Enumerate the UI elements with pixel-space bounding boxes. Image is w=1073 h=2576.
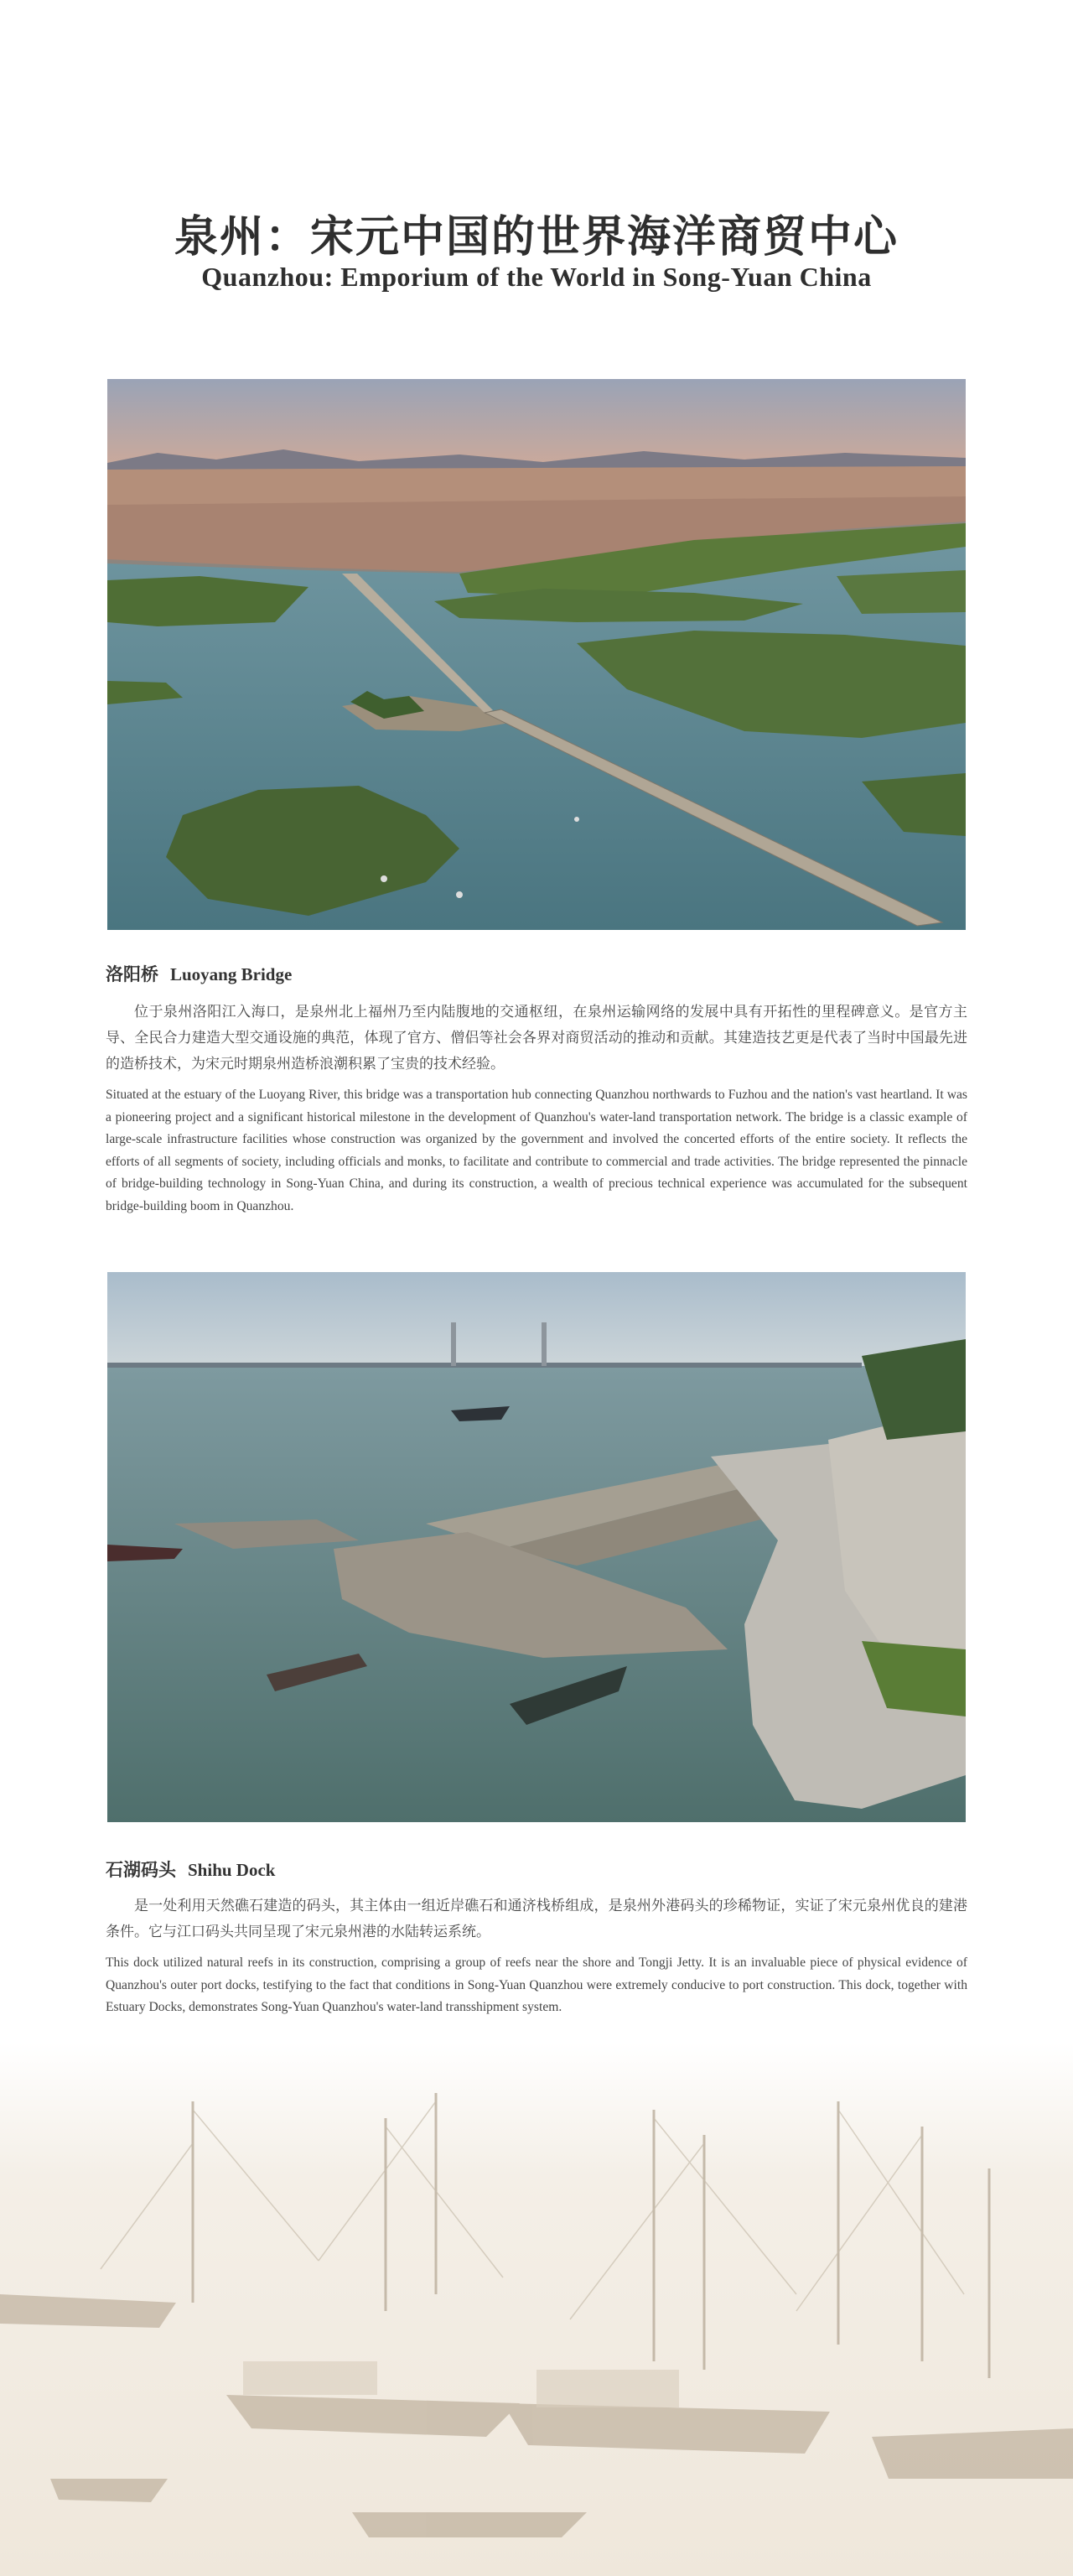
section-title-luoyang — [106, 961, 292, 986]
section-title-en: Shihu Dock — [188, 1860, 276, 1880]
luoyang-description-zh: 位于泉州洛阳江入海口，是泉州北上福州乃至内陆腹地的交通枢纽，在泉州运输网络的发展中具有开拓性的里程碑意义。是官方主导、全民合力建造大型交通设施的典范，体现了官方、僧侣等社会各界对商贸活动的推动和贡献。其建造技艺更是代表了当时中国最先进的造桥技术，为宋元时期泉州造桥浪潮积累了宝贵的技术经验。 — [106, 1004, 967, 1072]
section-title-zh: 石湖码头 — [106, 1859, 176, 1880]
harbor-ink-painting — [0, 2043, 1073, 2576]
section-title-en: Luoyang Bridge — [170, 964, 293, 984]
section-title-zh: 洛阳桥 — [106, 963, 158, 984]
luoyang-description-en: Situated at the estuary of the Luoyang River, this bridge was a transportation hub connecting Quanzhou northwards to Fuzhou and the nation's vast heartland. It was a pioneering project and a significant historical milestone in the development of Quanzhou's water-land transportation network. The bridge is a classic example of large-scale infrastructure facilities whose construction was organized by the government and involved the concerted efforts of the entire society. It reflects the efforts of all segments of society, including officials and monks, to facilitate and contribute to commercial and trade activities. The bridge represented the pinnacle of bridge-building technology in Song-Yuan China, and during its construction, a wealth of precious technical experience was accumulated for the subsequent bridge-building boom in Quanzhou. — [106, 1088, 967, 1213]
shihu-description-en: This dock utilized natural reefs in its construction, comprising a group of reefs near the shore and Tongji Jetty. It is an invaluable piece of physical evidence of Quanzhou's outer port docks, testifying to the fact that conditions in Song-Yuan Quanzhou were extremely conducive to port construction. This dock, together with Estuary Docks, demonstrates Song-Yuan Quanzhou's water-land transshipment system. — [106, 1955, 967, 2014]
section-title-shihu — [106, 1857, 275, 1882]
shihu-dock-photo — [107, 1272, 966, 1822]
page-title-chinese: 泉州：宋元中国的世界海洋商贸中心 — [174, 211, 899, 262]
page-title-english: Quanzhou: Emporium of the World in Song-Yuan China — [201, 262, 872, 292]
shihu-description-zh: 是一处利用天然礁石建造的码头，其主体由一组近岸礁石和通济栈桥组成，是泉州外港码头的珍稀物证，实证了宋元泉州优良的建港条件。它与江口码头共同呈现了宋元泉州港的水陆转运系统。 — [106, 1898, 967, 1940]
luoyang-bridge-photo — [107, 379, 966, 930]
